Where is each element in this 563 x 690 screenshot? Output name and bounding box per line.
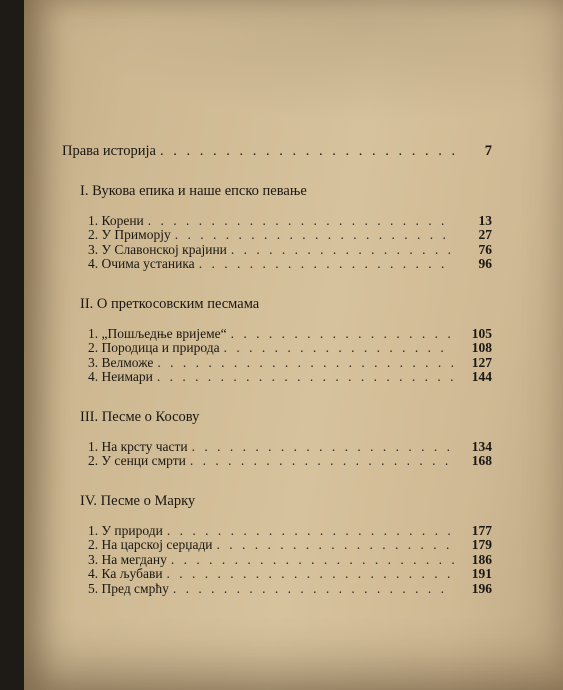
book-page <box>24 0 563 690</box>
toc-page-number: 27 <box>478 227 492 242</box>
toc-entry-title: 5. Пред смрћу <box>88 580 169 596</box>
dot-leader <box>231 243 454 258</box>
toc-page-number: 191 <box>471 566 492 581</box>
toc-page-number: 144 <box>471 369 492 384</box>
dot-leader <box>167 567 454 582</box>
toc-item <box>88 228 492 243</box>
toc-entry-title: 3. У Славонској крајини <box>88 241 227 257</box>
toc-page-number: 186 <box>471 551 492 567</box>
bleed-through-shadow <box>24 0 563 140</box>
dot-leader <box>171 553 454 568</box>
toc-page-number: 179 <box>471 537 492 552</box>
toc-entry-title: 1. На крсту части <box>88 438 188 454</box>
toc-page-number: 96 <box>478 256 492 271</box>
toc-item <box>88 538 492 553</box>
toc-page-number: 177 <box>471 522 492 538</box>
section-items <box>88 214 492 272</box>
dot-leader <box>173 582 454 597</box>
dot-leader <box>157 356 454 371</box>
dot-leader <box>192 440 454 455</box>
toc-entry-title: Права историја <box>62 143 156 159</box>
section-heading: IV. Песме о Марку <box>80 492 196 509</box>
toc-page-number: 76 <box>478 241 492 257</box>
toc-page-number: 134 <box>471 438 492 454</box>
toc-entry-title: 1. Корени <box>88 212 144 228</box>
toc-page-number: 7 <box>484 143 492 159</box>
section-items <box>88 440 492 469</box>
toc-item <box>88 356 492 371</box>
toc-entry-title: 4. Неимари <box>88 369 153 384</box>
toc-item <box>88 214 492 229</box>
toc-item <box>88 440 492 455</box>
dot-leader <box>148 214 454 229</box>
dot-leader <box>167 524 454 539</box>
toc-item <box>88 257 492 272</box>
toc-item <box>88 341 492 356</box>
dot-leader <box>217 538 454 553</box>
toc-entry-title: 4. Ка љубави <box>88 566 163 581</box>
section-items <box>88 524 492 597</box>
toc-item <box>88 454 492 469</box>
toc-entry-title: 3. На мегдану <box>88 551 167 567</box>
section-items <box>88 327 492 385</box>
dot-leader <box>160 144 454 159</box>
dot-leader <box>231 327 454 342</box>
table-of-contents <box>62 132 492 596</box>
toc-entry-title: 2. У сенци смрти <box>88 453 186 468</box>
dot-leader <box>199 257 454 272</box>
toc-item <box>88 243 492 258</box>
toc-item <box>88 524 492 539</box>
section-heading: III. Песме о Косову <box>80 408 200 425</box>
toc-item <box>88 582 492 597</box>
toc-section-3 <box>62 409 492 469</box>
toc-page-number: 13 <box>478 212 492 228</box>
toc-entry-title: 2. На царској серџади <box>88 537 213 552</box>
toc-intro-row <box>62 144 492 159</box>
toc-entry-title: 2. Породица и природа <box>88 340 220 355</box>
toc-page-number: 105 <box>471 325 492 341</box>
toc-page-number: 127 <box>471 354 492 370</box>
toc-item <box>88 327 492 342</box>
toc-entry-title: 2. У Приморју <box>88 227 171 242</box>
dot-leader <box>175 228 454 243</box>
dot-leader <box>224 341 454 356</box>
toc-entry-title: 1. У природи <box>88 522 163 538</box>
toc-item <box>88 567 492 582</box>
toc-item <box>88 553 492 568</box>
toc-entry-title: 3. Велможе <box>88 354 154 370</box>
toc-section-1 <box>62 183 492 272</box>
toc-section-2 <box>62 296 492 385</box>
toc-section-4 <box>62 493 492 597</box>
toc-entry-title: 1. „Пошљедње вријеме“ <box>88 325 227 341</box>
toc-entry-title: 4. Очима устаника <box>88 256 195 271</box>
dot-leader <box>190 454 454 469</box>
section-heading: I. Вукова епика и наше епско певање <box>80 182 307 199</box>
toc-page-number: 108 <box>471 340 492 355</box>
toc-page-number: 168 <box>471 453 492 468</box>
section-heading: II. О преткосовским песмама <box>80 295 260 312</box>
toc-page-number: 196 <box>471 580 492 596</box>
dot-leader <box>157 370 454 385</box>
toc-item <box>88 370 492 385</box>
